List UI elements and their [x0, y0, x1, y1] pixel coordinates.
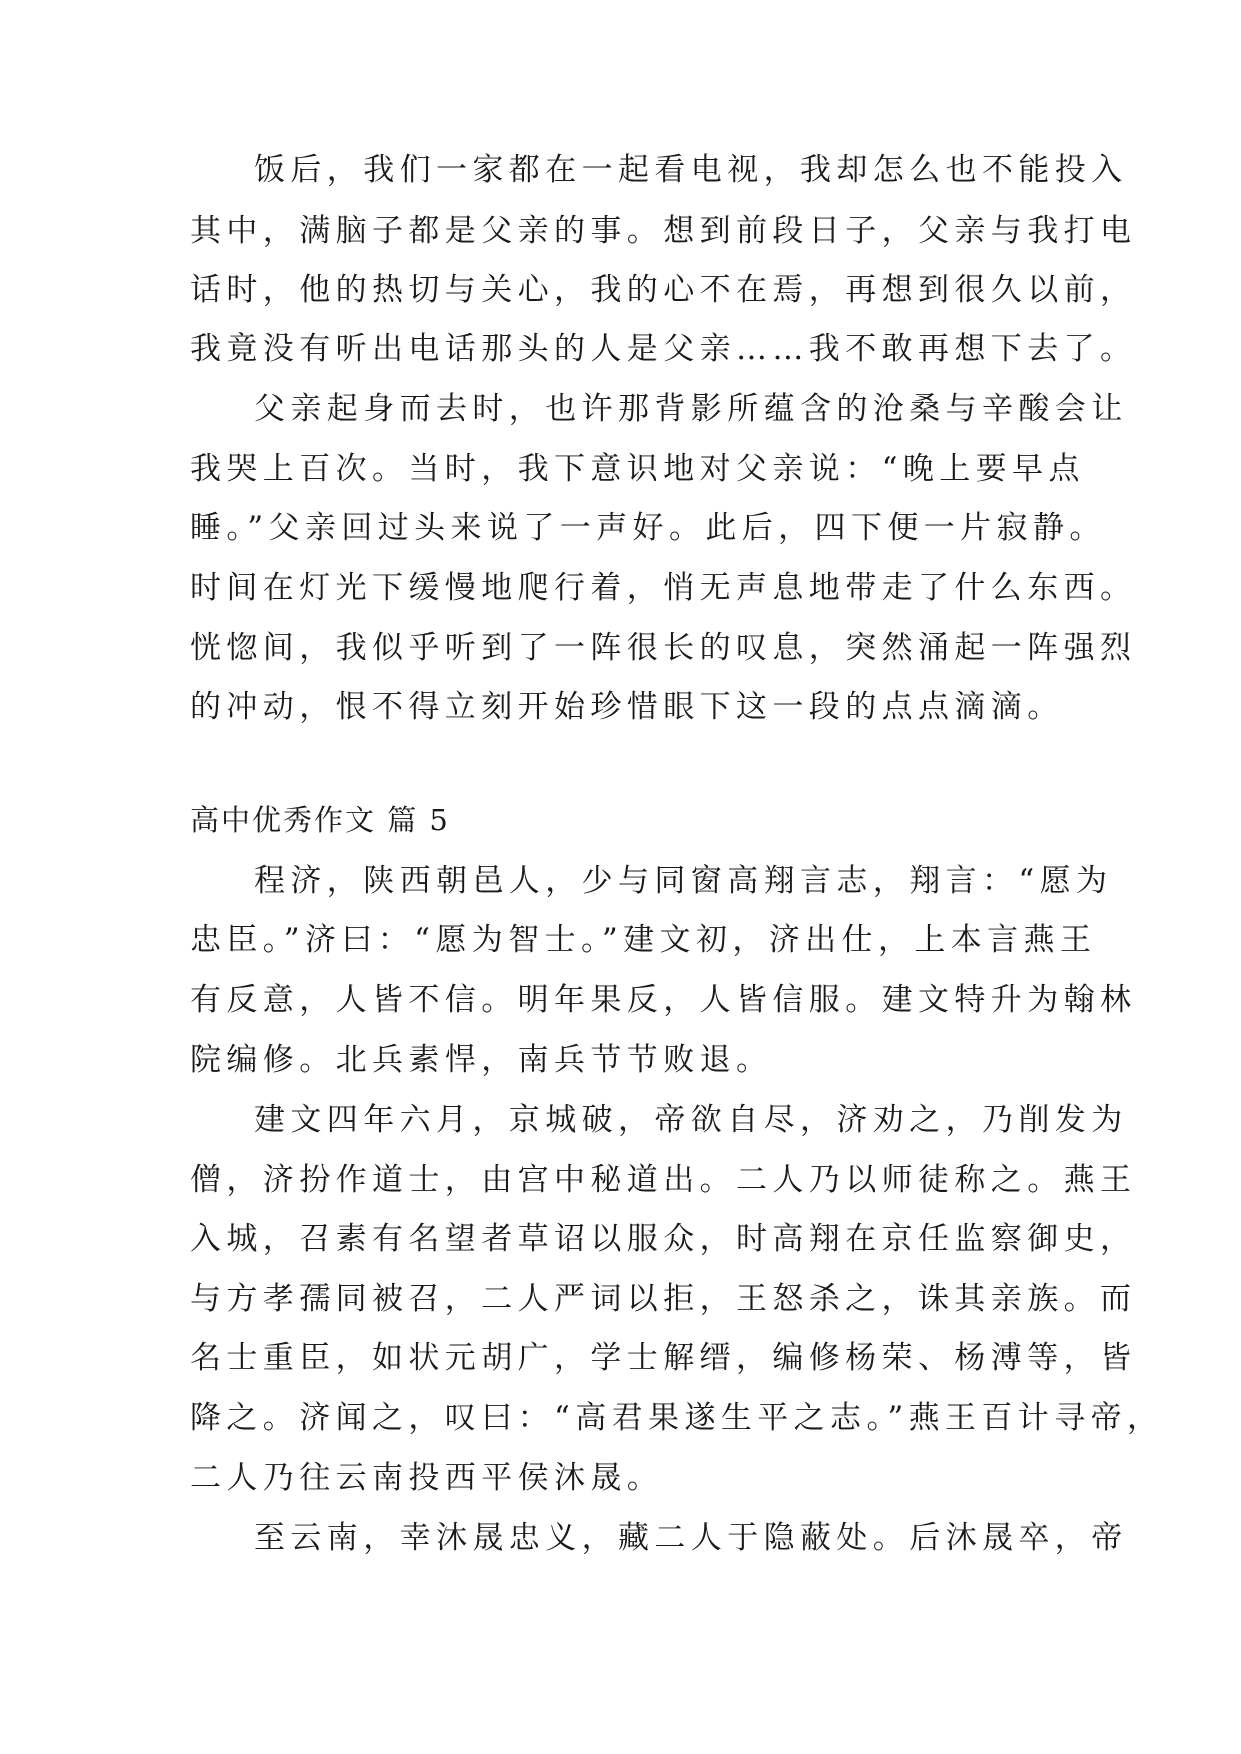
paragraph-3-line-1: 程济，陕西朝邑人，少与同窗高翔言志，翔言：“愿为: [254, 863, 1113, 899]
paragraph-4-line-7: 二人乃往云南投西平侯沐晟。: [190, 1460, 664, 1496]
paragraph-4-line-4: 与方孝孺同被召，二人严词以拒，王怒杀之，诛其亲族。而: [190, 1281, 1137, 1317]
paragraph-2-line-2: 我哭上百次。当时，我下意识地对父亲说：“晚上要早点: [190, 451, 1085, 487]
paragraph-3-line-3: 有反意，人皆不信。明年果反，人皆信服。建文特升为翰林: [190, 982, 1137, 1018]
paragraph-4-line-2: 僧，济扮作道士，由宫中秘道出。二人乃以师徒称之。燕王: [190, 1162, 1137, 1198]
paragraph-4-line-6: 降之。济闻之，叹曰：“高君果遂生平之志。”燕王百计寻帝，: [190, 1400, 1164, 1436]
paragraph-4-line-3: 入城，召素有名望者草诏以服众，时高翔在京任监察御史，: [190, 1221, 1137, 1257]
paragraph-2-line-4: 时间在灯光下缓慢地爬行着，悄无声息地带走了什么东西。: [190, 570, 1137, 606]
paragraph-1-line-3: 话时，他的热切与关心，我的心不在焉，再想到很久以前，: [190, 272, 1137, 308]
section-heading: 高中优秀作文 篇 5: [190, 803, 450, 837]
paragraph-2-line-3: 睡。”父亲回过头来说了一声好。此后，四下便一片寂静。: [190, 510, 1106, 546]
paragraph-3-line-4: 院编修。北兵素悍，南兵节节败退。: [190, 1042, 773, 1078]
paragraph-1-line-2: 其中，满脑子都是父亲的事。想到前段日子，父亲与我打电: [190, 213, 1137, 249]
paragraph-2-line-6: 的冲动，恨不得立刻开始珍惜眼下这一段的点点滴滴。: [190, 689, 1064, 725]
paragraph-4-line-1: 建文四年六月，京城破，帝欲自尽，济劝之，乃削发为: [254, 1102, 1128, 1138]
paragraph-2-line-5: 恍惚间，我似乎听到了一阵很长的叹息，突然涌起一阵强烈: [190, 630, 1137, 666]
paragraph-3-line-2: 忠臣。”济曰：“愿为智士。”建文初，济出仕，上本言燕王: [190, 922, 1097, 958]
paragraph-2-line-1: 父亲起身而去时，也许那背影所蕴含的沧桑与辛酸会让: [254, 391, 1128, 427]
paragraph-1-line-4: 我竟没有听出电话那头的人是父亲……我不敢再想下去了。: [190, 331, 1137, 367]
paragraph-1-line-1: 饭后，我们一家都在一起看电视，我却怎么也不能投入: [254, 152, 1128, 188]
paragraph-5-line-1: 至云南，幸沐晟忠义，藏二人于隐蔽处。后沐晟卒，帝: [254, 1520, 1128, 1556]
paragraph-4-line-5: 名士重臣，如状元胡广，学士解缙，编修杨荣、杨溥等，皆: [190, 1340, 1137, 1376]
